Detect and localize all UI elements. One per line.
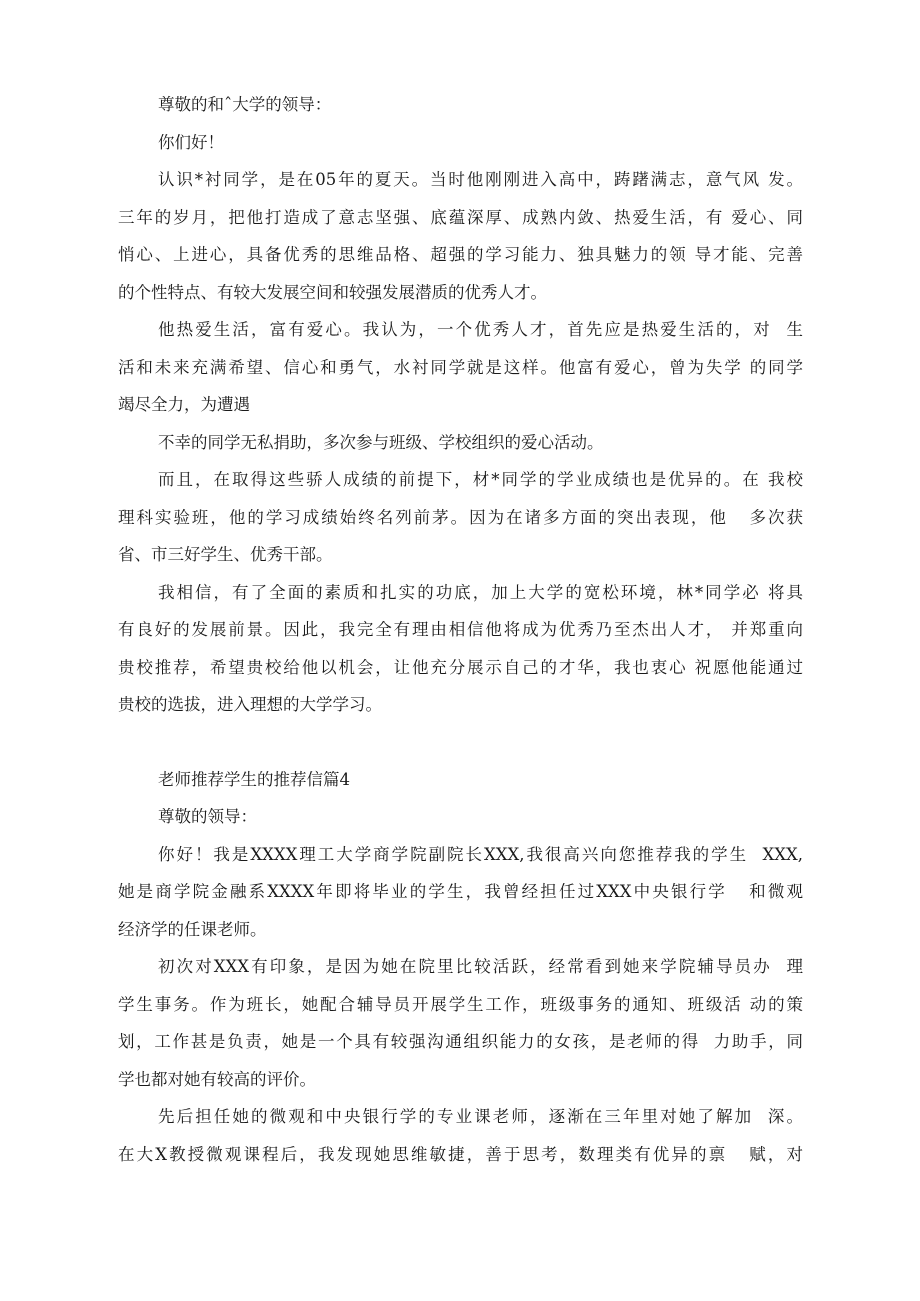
paragraph-4 <box>118 461 803 574</box>
text-line: 不幸的同学无私捐助，多次参与班级、学校组织的爱心活动。 <box>158 432 604 452</box>
text-line: 而且，在取得这些骄人成绩的前提下，材*同学的学业成绩也是优异的。在 我校 <box>158 470 803 489</box>
greeting: 你们好！ <box>158 132 224 152</box>
salutation: 尊敬的和ˆ大学的领导： <box>158 95 332 114</box>
paragraph-8 <box>118 1098 803 1173</box>
text-line: 悄心、上进心，具备优秀的思维品格、超强的学习能力、独具魅力的领 导才能、完善 <box>118 245 803 264</box>
text-line: 初次对XXX有印象，是因为她在院里比较活跃，经常看到她来学院辅导员办 理 <box>158 957 803 976</box>
text-line: 学生事务。作为班长，她配合辅导员开展学生工作，班级事务的通知、班级活 动的策 <box>118 994 803 1014</box>
text-line: 我相信，有了全面的素质和扎实的功底，加上大学的宽松环境，林*同学必 将具 <box>158 582 803 602</box>
text-line: 她是商学院金融系XXXX年即将毕业的学生，我曾经担任过XXX中央银行学 和微观 <box>118 882 803 901</box>
document-page <box>118 86 803 1173</box>
text-line: 理科实验班，他的学习成绩始终名列前茅。因为在诸多方面的突出表现，他 多次获 <box>118 507 803 527</box>
text-line: 你好！我是XXXX理工大学商学院副院长XXX,我很高兴向您推荐我的学生 XXX, <box>158 844 803 864</box>
text-line: 有良好的发展前景。因此，我完全有理由相信他将成为优秀乃至杰出人才， 并郑重向 <box>118 620 803 639</box>
text-line: 贵校推荐，希望贵校给他以机会，让他充分展示自己的才华，我也衷心 祝愿他能通过 <box>118 657 803 677</box>
paragraph-1 <box>118 161 803 311</box>
text-line: 经济学的任课老师。 <box>118 919 267 939</box>
text-line: 划，工作甚是负责，她是一个具有较强沟通组织能力的女孩，是老师的得 力助手，同 <box>118 1032 803 1051</box>
paragraph-6 <box>118 836 803 949</box>
text-line: 省、市三好学生、优秀干部。 <box>118 545 333 564</box>
section-gap <box>118 724 803 761</box>
text-line: 三年的岁月，把他打造成了意志坚强、底蕴深厚、成熟内敛、热爱生活，有 爱心、同 <box>118 207 803 227</box>
text-line: 竭尽全力，为遭遇 <box>118 395 250 414</box>
section-heading: 老师推荐学生的推荐信篇4 <box>158 769 350 789</box>
paragraph-3 <box>118 424 803 462</box>
paragraph-2 <box>118 311 803 424</box>
paragraph-5 <box>118 574 803 724</box>
text-line: 贵校的选拔，进入理想的大学学习。 <box>118 695 382 714</box>
text-line: 他热爱生活，富有爱心。我认为，一个优秀人才，首先应是热爱生活的，对 生 <box>158 320 803 339</box>
text-line: 的个性特点、有较大发展空间和较强发展潜质的优秀人才。 <box>118 282 547 302</box>
text-line: 在大X教授微观课程后，我发现她思维敏捷，善于思考，数理类有优异的禀 赋，对 <box>118 1144 803 1164</box>
text-line: 先后担任她的微观和中央银行学的专业课老师，逐渐在三年里对她了解加 深。 <box>158 1107 803 1126</box>
text-line: 活和未来充满希望、信心和勇气，水衬同学就是这样。他富有爱心，曾为失学 的同学 <box>118 357 803 377</box>
paragraph-7 <box>118 948 803 1098</box>
salutation: 尊敬的领导： <box>158 807 257 826</box>
text-line: 学也都对她有较高的评价。 <box>118 1069 316 1089</box>
text-line: 认识*衬同学，是在05年的夏天。当时他刚刚进入高中，踌躇满志，意气风 发。 <box>158 170 803 189</box>
